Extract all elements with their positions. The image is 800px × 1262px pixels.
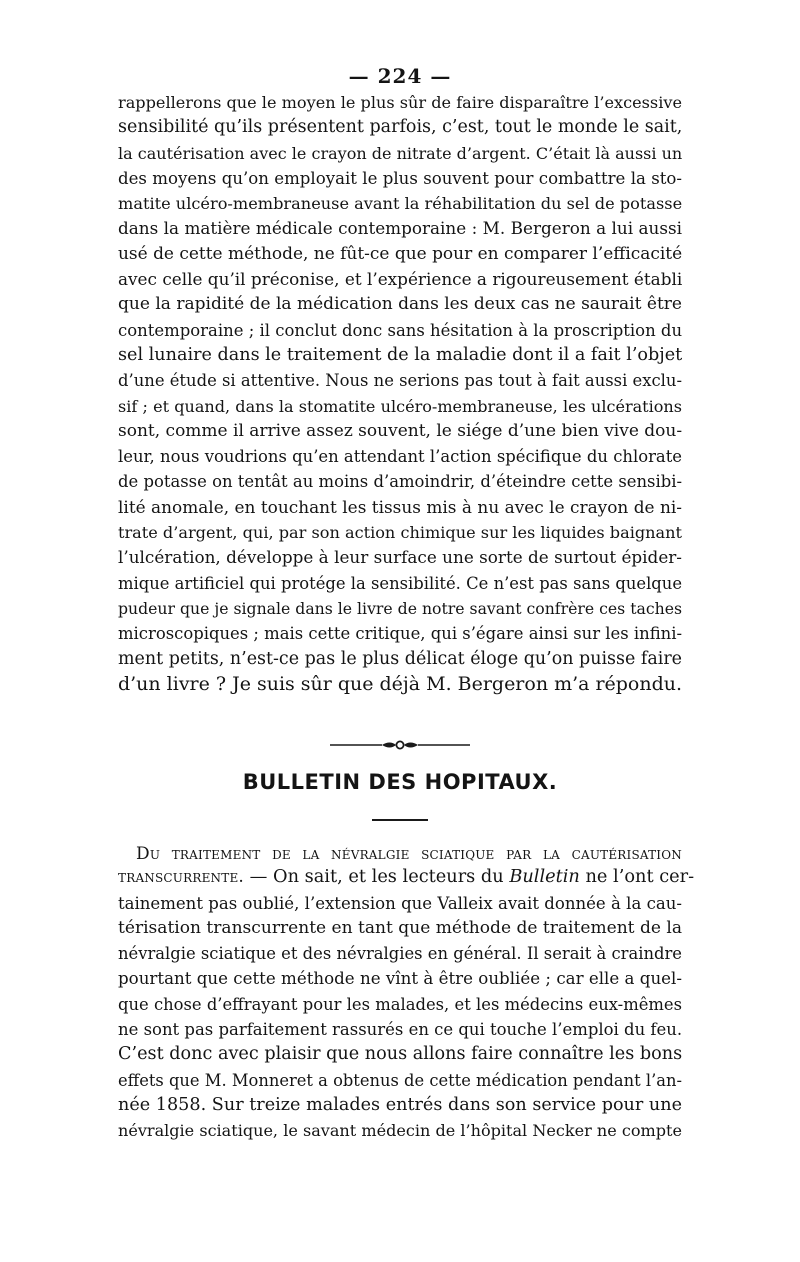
text-line: que chose d’effrayant pour les malades, et les médecins eux-mêmes — [118, 994, 682, 1014]
text-line: que la rapidité de la médication dans les deux cas ne saurait être — [118, 294, 682, 315]
text-line: dans la matière médicale contemporaine : M. Bergeron a lui aussi — [118, 218, 682, 239]
text-line: névralgie sciatique, le savant médecin de l’hôpital Necker ne compte — [118, 1121, 682, 1141]
text-line: ne sont pas parfaitement rassurés en ce qui touche l’emploi du feu. — [118, 1020, 683, 1040]
page-number: — 224 — — [348, 64, 452, 88]
text-line: d’un livre ? Je suis sûr que déjà M. Bergeron m’a répondu. — [118, 672, 682, 695]
text-line: des moyens qu’on employait le plus souvent pour combattre la sto- — [118, 168, 682, 188]
text-line: de potasse on tentât au moins d’amoindrir, d’éteindre cette sensibi- — [118, 472, 682, 492]
text-line: avec celle qu’il préconise, et l’expérience a rigoureusement établi — [118, 269, 683, 290]
text-line — [118, 840, 682, 865]
text-line: leur, nous voudrions qu’en attendant l’action spécifique du chlorate — [118, 447, 682, 467]
text-fragment: — On sait, et les lecteurs du — [244, 867, 510, 888]
text-line: sensibilité qu’ils présentent parfois, c’est, tout le monde le sait, — [118, 117, 683, 138]
bulletin-italic: Bulletin — [509, 867, 580, 888]
text-line: névralgie sciatique et des névralgies en général. Il serait à craindre — [118, 944, 682, 964]
text-line: sif ; et quand, dans la stomatite ulcéro-membraneuse, les ulcérations — [118, 396, 682, 416]
text-line: lité anomale, en touchant les tissus mis à nu avec le crayon de ni- — [118, 496, 682, 517]
text-line: effets que M. Monneret a obtenus de cette médication pendant l’an- — [118, 1070, 682, 1090]
text-line — [118, 865, 695, 890]
text-line: térisation transcurrente en tant que méthode de traitement de la — [118, 917, 682, 938]
text-line: ment petits, n’est-ce pas le plus délicat éloge qu’on puisse faire — [118, 648, 682, 669]
text-line: sel lunaire dans le traitement de la maladie dont il a fait l’objet — [118, 344, 683, 365]
section-heading: BULLETIN DES HOPITAUX. — [242, 770, 558, 794]
text-line: sont, comme il arrive assez souvent, le siége d’une bien vive dou- — [118, 420, 683, 441]
paragraph-2 — [118, 840, 695, 1144]
text-line: C’est donc avec plaisir que nous allons faire connaître les bons — [118, 1044, 683, 1065]
text-line: la cautérisation avec le crayon de nitrate d’argent. C’était là aussi un — [118, 143, 683, 163]
text-line: microscopiques ; mais cette critique, qui s’égare ainsi sur les infini- — [118, 624, 682, 644]
text-line: pudeur que je signale dans le livre de notre savant confrère ces taches — [118, 598, 683, 618]
heading-rule — [372, 819, 428, 821]
text-line: usé de cette méthode, ne fût-ce que pour en comparer l’efficacité — [118, 243, 683, 264]
text-line: mique artificiel qui protége la sensibilité. Ce n’est pas sans quelque — [118, 573, 682, 593]
text-line: d’une étude si attentive. Nous ne serions pas tout à fait aussi exclu- — [118, 371, 682, 391]
text-line: tainement pas oublié, l’extension que Valleix avait donnée à la cau- — [118, 893, 682, 913]
text-fragment: ne l’ont cer- — [579, 867, 695, 888]
text-line: matite ulcéro-membraneuse avant la réhabilitation du sel de potasse — [118, 194, 683, 214]
text-line: l’ulcération, développe à leur surface une sorte de surtout épider- — [118, 547, 682, 568]
article-title: Du traitement de la névralgie sciatique par la cautérisation — [136, 844, 682, 864]
ornamental-divider-icon — [330, 738, 470, 752]
paragraph-1 — [118, 90, 682, 697]
article-title-continued: transcurrente. — [118, 867, 245, 888]
text-line: trate d’argent, qui, par son action chimique sur les liquides baignant — [118, 523, 682, 543]
text-line: contemporaine ; il conclut donc sans hésitation à la proscription du — [118, 320, 683, 340]
text-line: pourtant que cette méthode ne vînt à être oubliée ; car elle a quel- — [118, 969, 682, 989]
text-line: rappellerons que le moyen le plus sûr de faire disparaître l’excessive — [118, 93, 682, 112]
text-line: née 1858. Sur treize malades entrés dans son service pour une — [118, 1094, 682, 1115]
